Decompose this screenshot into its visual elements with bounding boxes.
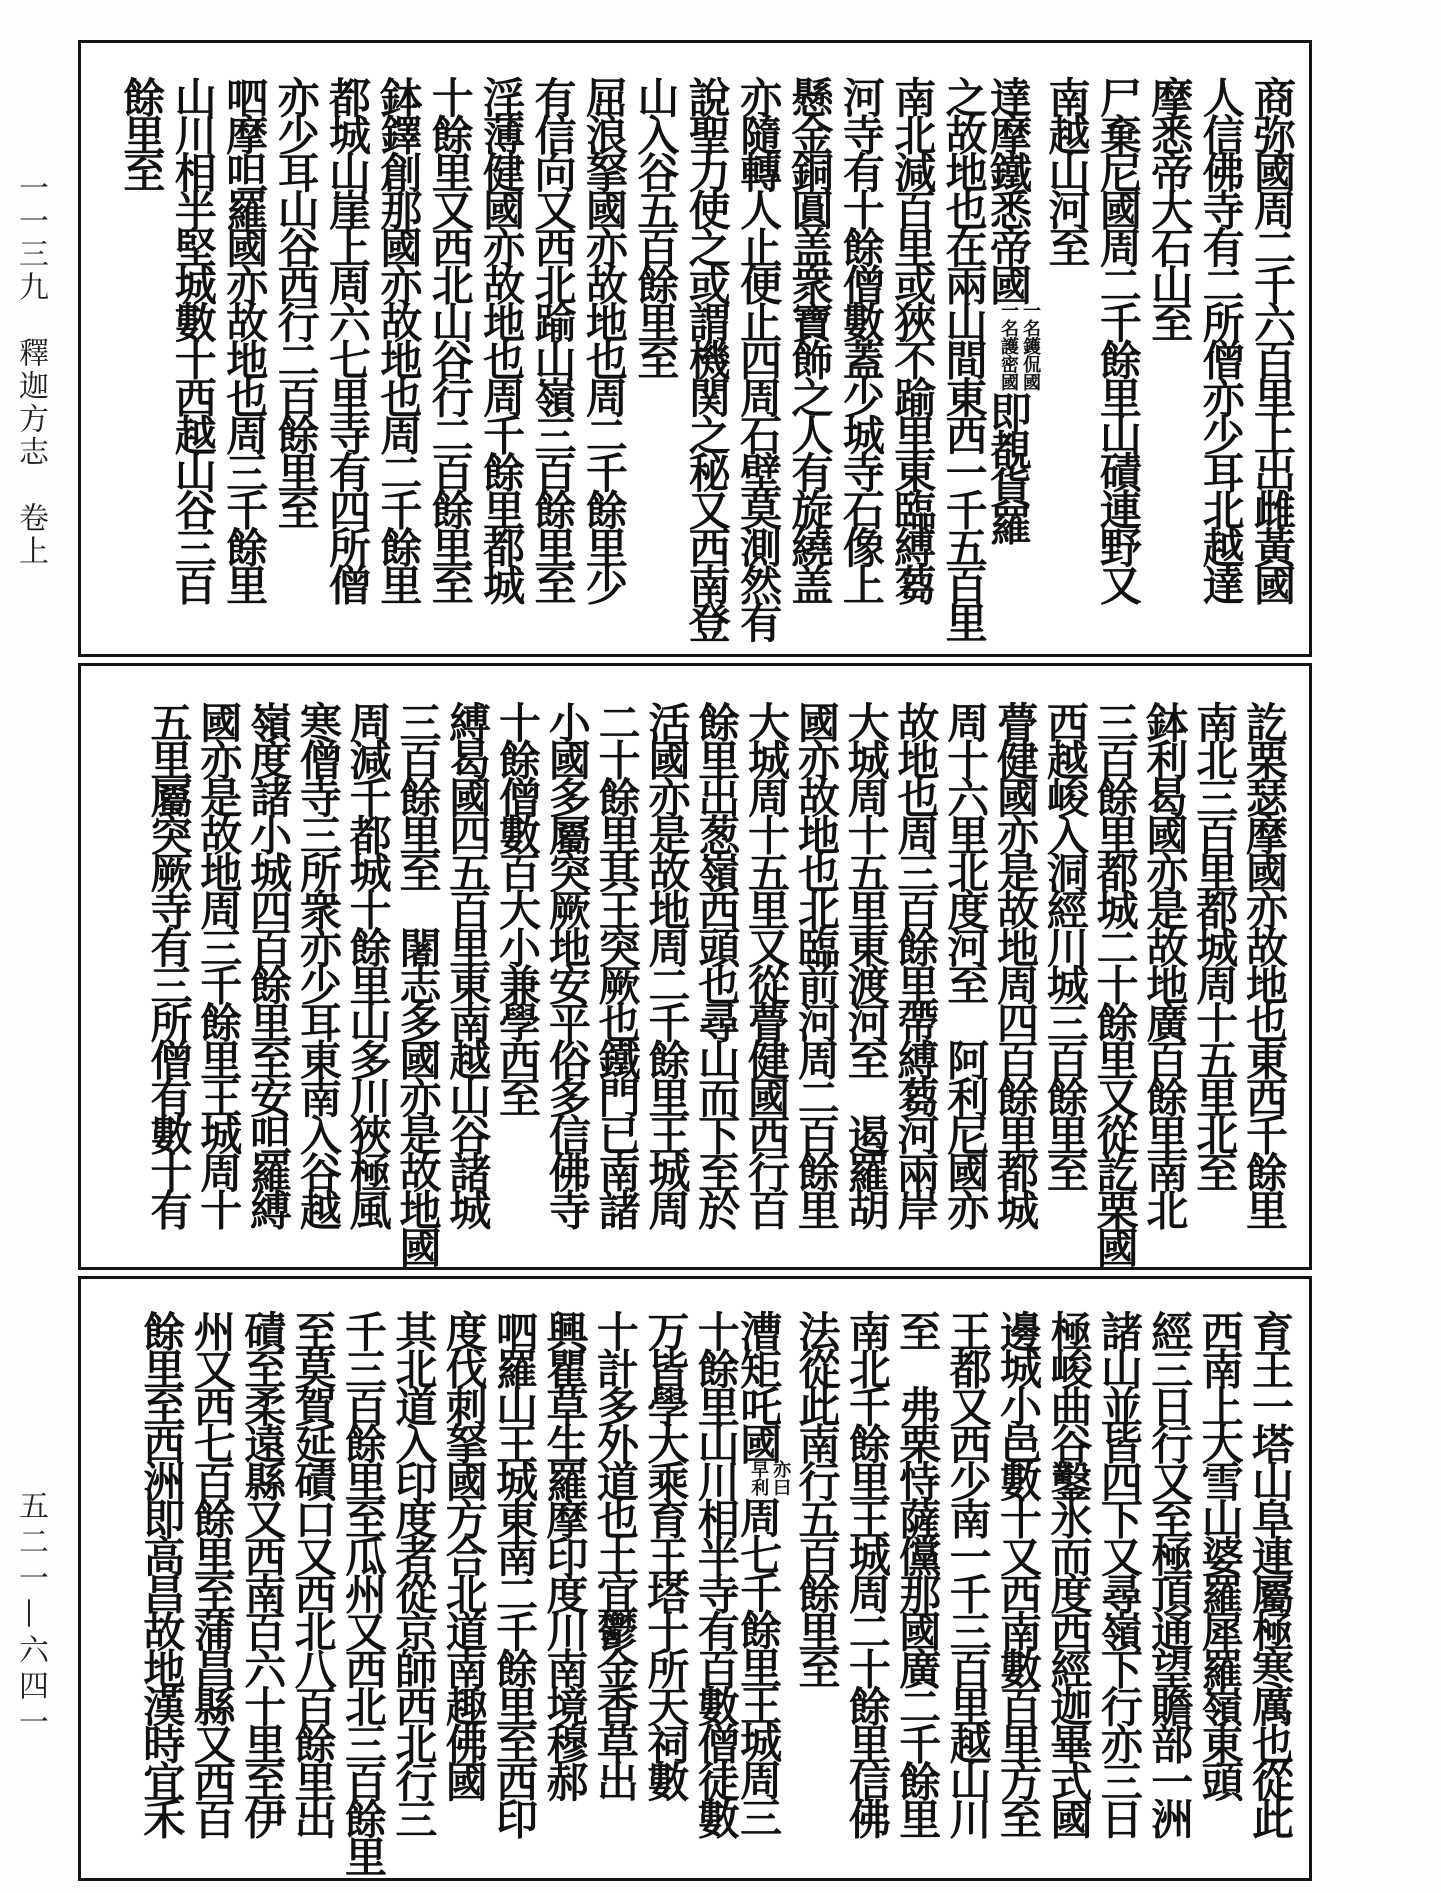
text-panel-upper xyxy=(78,40,1312,657)
text-column: 河寺有十餘僧數蓋少城寺石像上 xyxy=(836,76,886,601)
text-column: 育王一塔山阜連屬極寒厲也從此 xyxy=(1246,1310,1295,1835)
text-column: 瞢健國亦是故地周四百餘里都城 xyxy=(991,701,1041,1226)
text-column: 淫薄健國亦故地也周千餘里都城 xyxy=(477,76,527,601)
page-range-label: 五二一—六四一 xyxy=(13,1490,48,1742)
text-column: 呬摩呾羅國亦故地也周三千餘里 xyxy=(220,76,270,601)
text-column: 大城周十五里東渡河至 遏羅胡 xyxy=(841,701,891,1226)
text-column: 訖栗瑟摩國亦故地也東西千餘里 xyxy=(1240,701,1289,1226)
text-column: 說聖力使之或謂機関之秘又西南登 xyxy=(682,76,732,639)
text-column: 十餘里又西北山谷行二百餘里至 xyxy=(425,76,475,601)
text-column: 餘里出葱嶺西頭也尋山而下至於 xyxy=(692,701,742,1226)
text-column: 千三百餘里至瓜州又西北三百餘里 xyxy=(338,1310,388,1873)
text-column: 山川相半堅城數十西越山谷三百 xyxy=(168,76,218,601)
text-column: 至 弗栗恃薩儻那國廣二千餘里 xyxy=(893,1310,943,1835)
text-column: 磧至柔遠縣又西南百六十里至伊 xyxy=(238,1310,288,1835)
text-column: 故地也周三百餘里帶縛蒭河兩岸 xyxy=(891,701,941,1226)
text-column: 鉢鐸創那國亦故地也周二千餘里 xyxy=(374,76,424,601)
text-column: 南北三百里都城周十五里北至 xyxy=(1190,701,1240,1189)
text-column: 摩悉帝大石山至 xyxy=(1145,76,1195,339)
text-column: 三百餘里都城二十餘里又從訖栗國 xyxy=(1090,701,1140,1264)
text-column: 餘里至西洲即高昌故地漢時宜禾 xyxy=(137,1310,187,1835)
text-column: 山入谷五百餘里至 xyxy=(631,76,681,376)
text-column: 州又西七百餘里至蒲昌縣又西百 xyxy=(187,1310,237,1835)
text-column: 南北千餘里王城周二十餘里信佛 xyxy=(842,1310,892,1835)
text-column: 國亦故地也北臨前河周二百餘里 xyxy=(791,701,841,1226)
text-column: 周減千都城十餘里山多川狹極風 xyxy=(343,701,393,1226)
text-column: 之故地也在兩山間東西一千五百里 xyxy=(939,76,989,639)
text-column-with-note xyxy=(734,1310,792,1878)
text-column: 小國多屬突厥地安平俗多信佛寺 xyxy=(542,701,592,1226)
interlinear-note xyxy=(997,301,1041,391)
volume-label: 一一三九 釋迦方志 卷上 xyxy=(13,172,48,568)
text-column: 法從此南行五百餘里至 xyxy=(792,1310,842,1685)
text-column: 縛曷國四五百里東南越山谷諸城 xyxy=(443,701,493,1226)
text-column: 都城山崖上周六七里寺有四所僧 xyxy=(322,76,372,601)
text-column: 十餘僧數百大小兼學西至 xyxy=(493,701,543,1114)
text-column: 人信佛寺有二所僧亦少耳北越達 xyxy=(1196,76,1246,601)
text-column: 周十六里北度河至 阿利尼國亦 xyxy=(941,701,991,1226)
column-text-after-note: 即覩貨羅 xyxy=(984,391,1034,541)
column-text-before-note: 達摩鐵悉帝國 xyxy=(984,76,1034,301)
text-column: 亦隨轉人止便止四周石壁莫測然有 xyxy=(734,76,784,639)
text-column: 二十餘里其王突厥也鐵門已南諸 xyxy=(592,701,642,1226)
column-text-after-note: 周七千餘里王城周三 xyxy=(734,1496,784,1834)
text-column: 興瞿草生羅摩印度川南境穆郝 xyxy=(540,1310,590,1798)
text-column: 王都又西少南一千三百里越山川 xyxy=(943,1310,993,1835)
text-column: 五里屬突厥寺有三所僧有數十有 xyxy=(144,701,194,1226)
note-line: 亦曰 xyxy=(770,1460,792,1496)
text-column: 經三日行又至極頂通望贍部一洲 xyxy=(1145,1310,1195,1835)
text-column: 度伐刺拏國方合北道南趣佛國 xyxy=(439,1310,489,1798)
note-line: 一名鑊侃國 xyxy=(1020,301,1042,391)
text-panel-lower xyxy=(78,1276,1312,1881)
text-column: 寒僧寺三所衆亦少耳東南入谷越 xyxy=(293,701,343,1226)
text-column: 大城周十五里又從瞢健國西行百 xyxy=(742,701,792,1226)
interlinear-note xyxy=(747,1460,791,1496)
text-column: 南北減百里或狹不踰里東臨縛蒭 xyxy=(888,76,938,601)
text-column: 至莫賀延磧口又西北八百餘里出 xyxy=(288,1310,338,1835)
text-column: 有信向又西北踰山嶺三百餘里至 xyxy=(528,76,578,601)
text-column: 呬羅山王城東南二千餘里至西印 xyxy=(490,1310,540,1835)
note-line: 一名護密國 xyxy=(998,301,1020,391)
text-column: 極峻曲谷鑿氷而度西經迦畢式國 xyxy=(1044,1310,1094,1835)
column-group xyxy=(144,701,1289,1267)
text-column: 亦少耳山谷西行二百餘里至 xyxy=(271,76,321,526)
text-column: 邊城小邑數十又西南數百里方至 xyxy=(994,1310,1044,1835)
text-column: 尸棄尼國周二千餘里山磧連野又 xyxy=(1093,76,1143,601)
text-column: 西南上大雪山婆羅犀羅嶺東頭 xyxy=(1195,1310,1245,1798)
text-column: 屈浪拏國亦故地也周二千餘里少 xyxy=(579,76,629,601)
text-column: 鉢利曷國亦是故地廣百餘里南北 xyxy=(1140,701,1190,1226)
text-column: 万皆學大乘育王塔十所天祠數 xyxy=(641,1310,691,1798)
text-panel-middle xyxy=(78,663,1312,1270)
text-column: 嶺度諸小城四百餘里至安呾羅縛 xyxy=(244,701,294,1226)
text-column: 三百餘里至 闍志多國亦是故地國 xyxy=(393,701,443,1264)
column-text-before-note: 漕矩吒國 xyxy=(734,1310,784,1460)
text-column: 商弥國周二千六百里上出雌黃國 xyxy=(1248,76,1297,601)
text-column: 十餘里山川相半寺有百數僧徒數 xyxy=(691,1310,741,1835)
text-column: 國亦是故地周三千餘里王城周十 xyxy=(194,701,244,1226)
column-group xyxy=(116,76,1298,644)
note-line: 早利 xyxy=(748,1460,770,1496)
text-column: 懸金銅圓盖衆寶飾之人有旋繞盖 xyxy=(785,76,835,601)
text-column: 西越峻入洞經川城三百餘里至 xyxy=(1040,701,1090,1189)
text-column-with-note xyxy=(984,76,1042,644)
text-column: 諸山並皆四下又尋嶺下行亦三日 xyxy=(1094,1310,1144,1835)
text-column: 活國亦是故地周二千餘里王城周 xyxy=(642,701,692,1226)
text-column: 其北道入印度者從京師西北行三 xyxy=(389,1310,439,1835)
text-column: 餘里至 xyxy=(117,76,167,189)
text-column: 南越山河至 xyxy=(1042,76,1092,264)
column-group xyxy=(136,1310,1295,1878)
text-column: 十計多外道也土宜鬱金香草出 xyxy=(590,1310,640,1798)
